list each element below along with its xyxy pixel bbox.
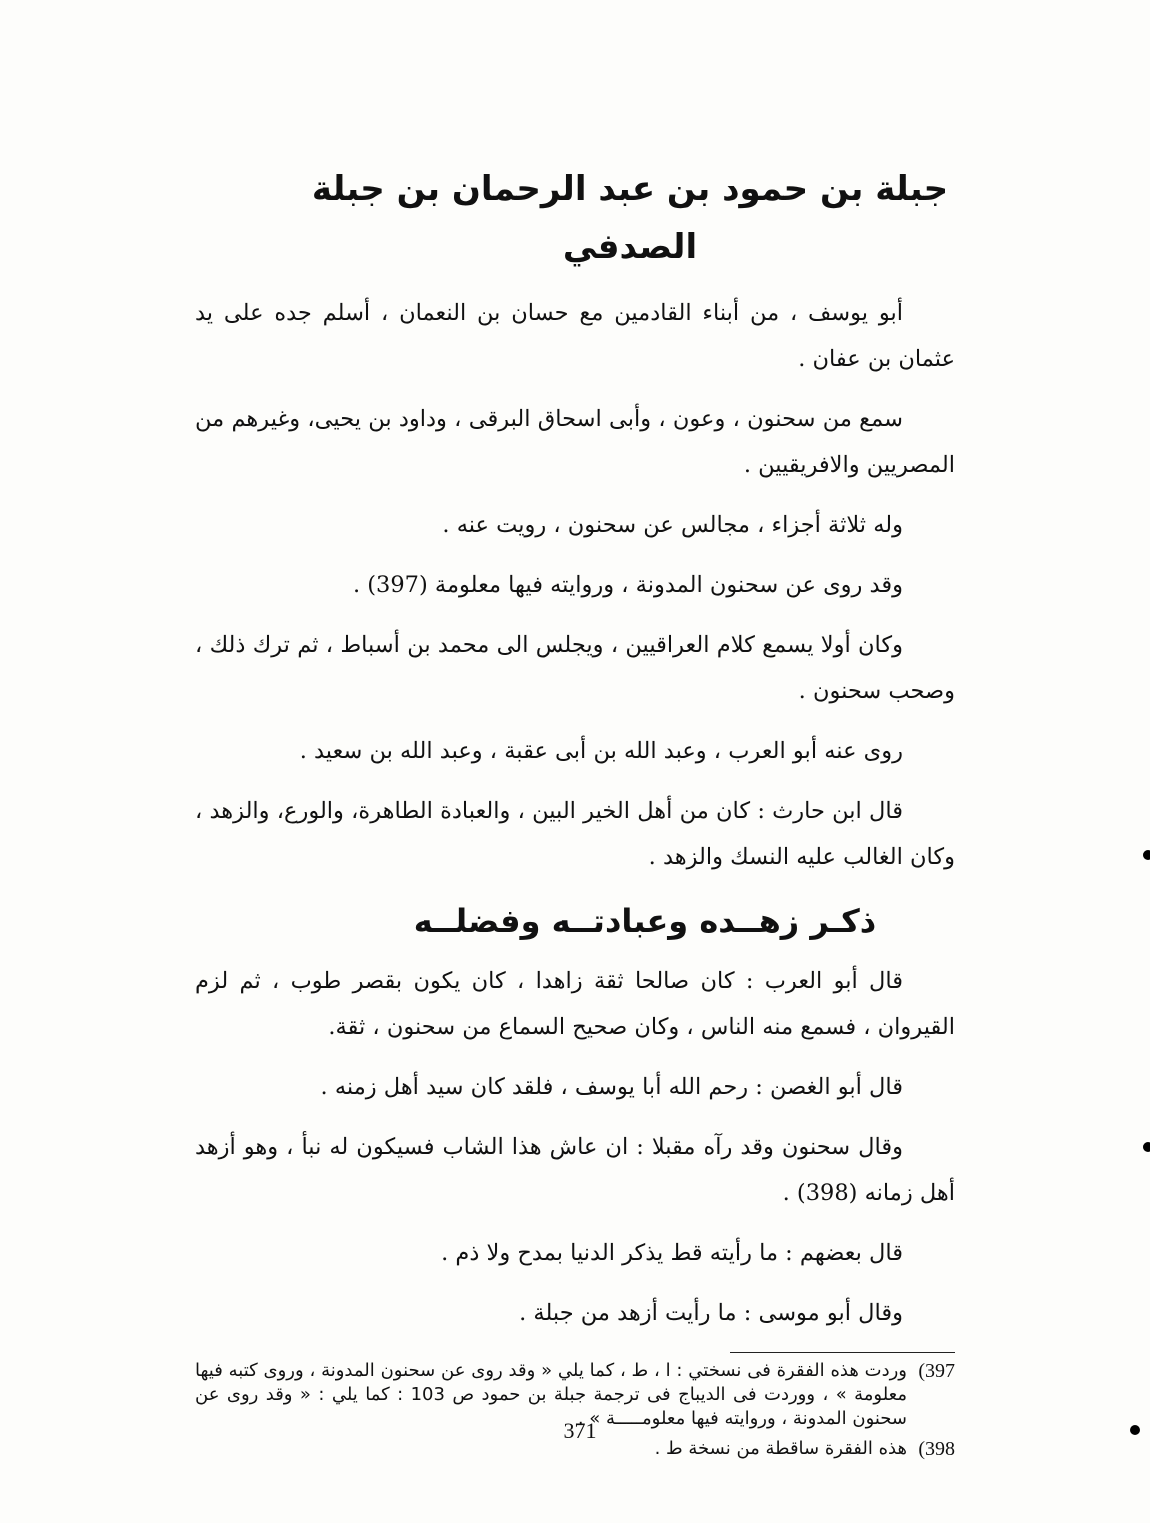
paragraph: أبو يوسف ، من أبناء القادمين مع حسان بن النعمان ، أسلم جده على يد عثمان بن عفان . [195, 300, 955, 372]
scan-mark [1143, 1142, 1150, 1152]
paragraph: قال أبو العرب : كان صالحا ثقة زاهدا ، كان يكون بقصر طوب ، ثم لزم القيروان ، فسمع منه الناس ، وكان صحيح السماع من سحنون ، ثقة. [195, 968, 955, 1040]
footnote-text: وردت هذه الفقرة فى نسختي : ا ، ط ، كما يلي « وقد روى عن سحنون المدونة ، وروى كتبه فيها معلومة » ، ووردت فى الديباج فى ترجمة جبلة بن حمود ص 103 : كما يلي : « وقد روى عن سحنون المدونة ، وروايته فيها معلومـــــة » . [195, 1360, 907, 1429]
footnote-separator [730, 1352, 955, 1353]
paragraph: وقد روى عن سحنون المدونة ، وروايته فيها معلومة (397) . [352, 572, 903, 598]
scan-mark [1143, 850, 1150, 860]
paragraph: روى عنه أبو العرب ، وعبد الله بن أبى عقبة ، وعبد الله بن سعيد . [299, 738, 903, 764]
paragraphs-group-1 [195, 290, 955, 880]
footnote-number: 398) [918, 1438, 955, 1460]
paragraph: قال ابن حارث : كان من أهل الخير البين ، والعبادة الطاهرة، والورع، والزهد ، وكان الغالب عليه النسك والزهد . [195, 798, 955, 870]
paragraphs-group-2 [195, 958, 955, 1336]
page-number: 371 [563, 1418, 597, 1443]
paragraph: وله ثلاثة أجزاء ، مجالس عن سحنون ، رويت عنه . [442, 512, 903, 538]
section-title: ذكـر زهــده وعبادتــه وفضلــه [413, 902, 877, 940]
paragraph: قال أبو الغصن : رحم الله أبا يوسف ، فلقد كان سيد أهل زمنه . [320, 1074, 903, 1100]
footnotes [195, 1359, 955, 1461]
paragraph: قال بعضهم : ما رأيته قط يذكر الدنيا بمدح ولا ذم . [441, 1240, 903, 1266]
paragraph: سمع من سحنون ، وعون ، وأبى اسحاق البرقى ، وداود بن يحيى، وغيرهم من المصريين والافريقيين . [195, 406, 955, 478]
biography-title: جبلة بن حمود بن عبد الرحمان بن جبلة الصدفي [311, 169, 949, 267]
page-body [195, 160, 955, 1467]
paragraph: وكان أولا يسمع كلام العراقيين ، ويجلس الى محمد بن أسباط ، ثم ترك ذلك ، وصحب سحنون . [195, 632, 955, 704]
paragraph: وقال سحنون وقد رآه مقبلا : ان عاش هذا الشاب فسيكون له نبأ ، وهو أزهد أهل زمانه (398) . [195, 1134, 955, 1206]
scan-mark [1130, 1425, 1140, 1435]
footnote-text: هذه الفقرة ساقطة من نسخة ط . [654, 1438, 907, 1459]
paragraph: وقال أبو موسى : ما رأيت أزهد من جبلة . [519, 1300, 903, 1326]
footnote-number: 397) [918, 1360, 955, 1382]
